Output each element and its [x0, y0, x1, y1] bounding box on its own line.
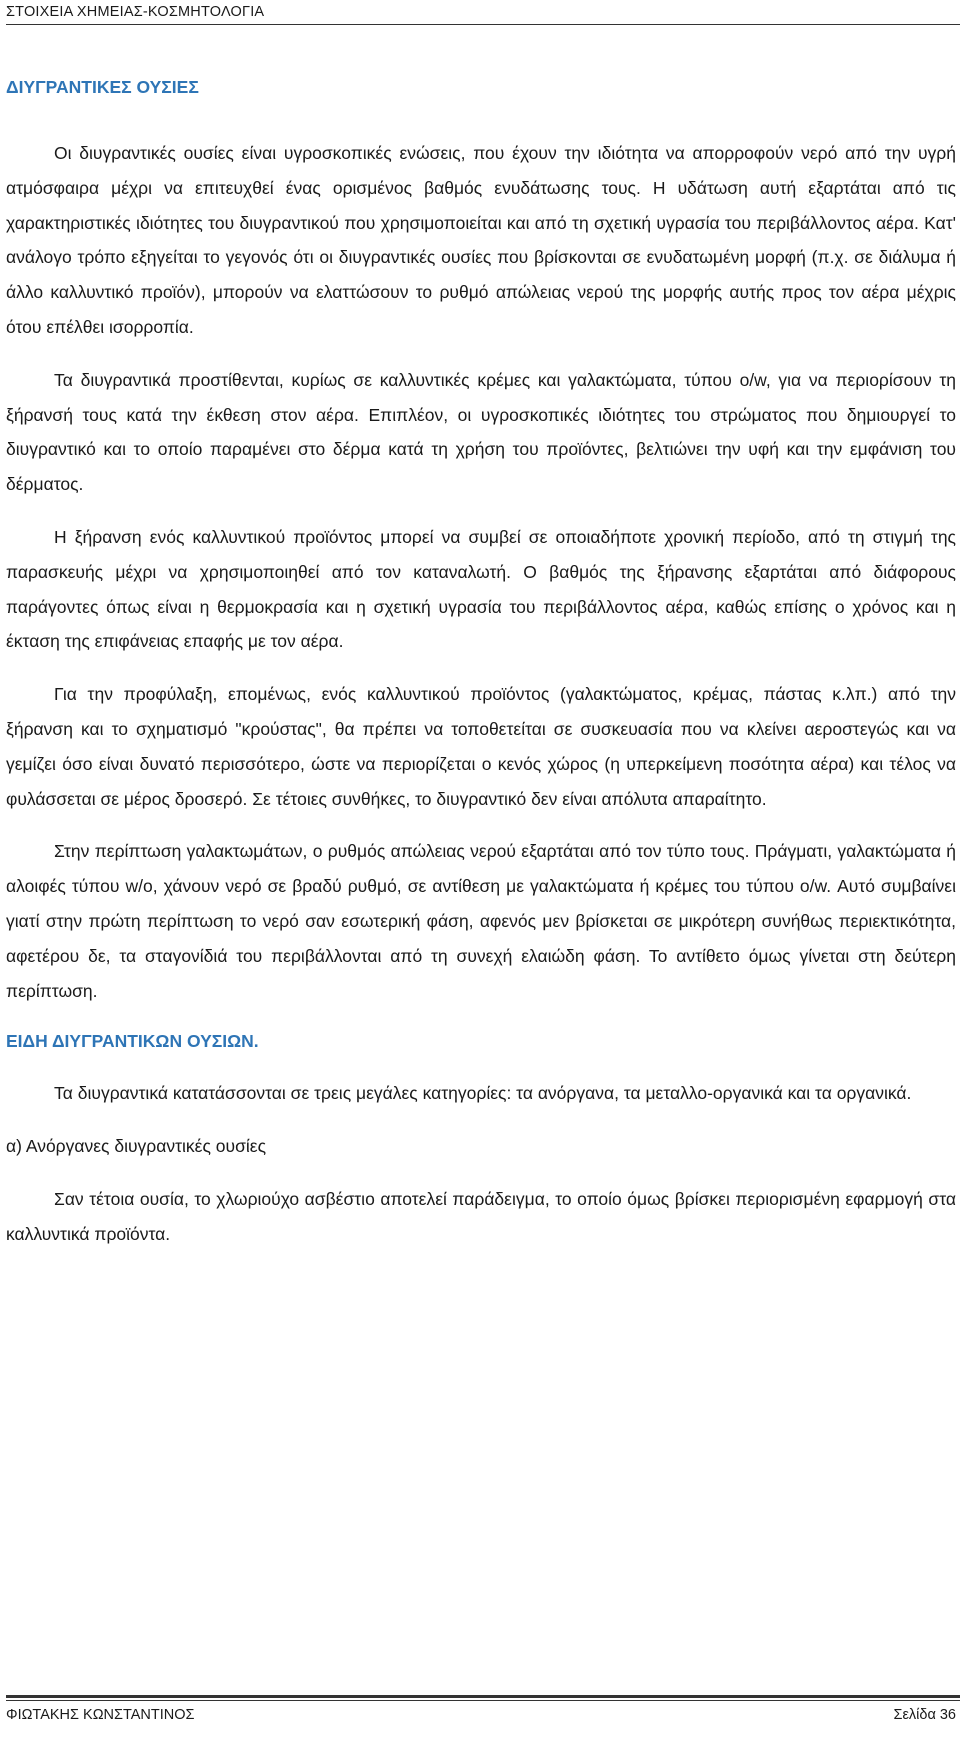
- footer-author: ΦΙΩΤΑΚΗΣ ΚΩΝΣΤΑΝΤΙΝΟΣ: [6, 1707, 195, 1723]
- document-body: [6, 70, 956, 1270]
- paragraph-calcium-chloride: Σαν τέτοια ουσία, το χλωριούχο ασβέστιο αποτελεί παράδειγμα, το οποίο όμως βρίσκει περιορισμένη εφαρμογή στα καλλυντικά προϊόντα.: [6, 1188, 956, 1244]
- page-number: Σελίδα 36: [893, 1707, 956, 1723]
- section-heading-types: ΕΙΔΗ ΔΙΥΓΡΑΝΤΙΚΩΝ ΟΥΣΙΩΝ.: [6, 1031, 259, 1052]
- subheading-inorganic: α) Ανόργανες διυγραντικές ουσίες: [6, 1136, 266, 1157]
- section-heading-humectants: ΔΙΥΓΡΑΝΤΙΚΕΣ ΟΥΣΙΕΣ: [6, 77, 199, 97]
- page-footer: [0, 1695, 960, 1737]
- paragraph-drying: Η ξήρανση ενός καλλυντικού προϊόντος μπορεί να συμβεί σε οποιαδήποτε χρονική περίοδο, από τη στιγμή της παρασκευής μέχρι να χρησιμοποιηθεί από τον καταναλωτή. Ο βαθμός της ξήρανσης εξαρτάται από διάφορους παράγοντες όπως είναι η θερμοκρασία και η σχετική υγρασία του περιβάλλοντος αέρα, καθώς επίσης ο χρόνος και η έκταση της επιφάνειας επαφής με τον αέρα.: [6, 526, 956, 652]
- running-title: ΣΤΟΙΧΕΙΑ ΧΗΜΕΙΑΣ-ΚΟΣΜΗΤΟΛΟΓΙΑ: [6, 4, 265, 20]
- paragraph-protection: Για την προφύλαξη, επομένως, ενός καλλυντικού προϊόντος (γαλακτώματος, κρέμας, πάστας κ.λπ.) από την ξήρανση και το σχηματισμό "κρούστας", θα πρέπει να τοποθετείται σε συσκευασία που να κλείνει αεροστεγώς και να γεμίζει όσο είναι δυνατό περισσότερο, ώστε να περιορίζεται ο κενός χώρος (η υπερκείμενη ποσότητα αέρα) και τέλος να φυλάσσεται σε μέρος δροσερό. Σε τέτοιες συνθήκες, το διυγραντικό δεν είναι απόλυτα απαραίτητο.: [6, 684, 956, 809]
- footer-divider-thin: [6, 1700, 960, 1701]
- paragraph-definition: Οι διυγραντικές ουσίες είναι υγροσκοπικές ενώσεις, που έχουν την ιδιότητα να απορροφούν νερό από την υγρή ατμόσφαιρα μέχρι να επιτευχθεί ένας ορισμένος βαθμός ενυδάτωσης τους. Η υδάτωση αυτή εξαρτάται από τις χαρακτηριστικές ιδιότητες του διυγραντικού που χρησιμοποιείται και από τη σχετική υγρασία του περιβάλλοντος αέρα. Κατ' ανάλογο τρόπο εξηγείται το γεγονός ότι οι διυγραντικές ουσίες που βρίσκονται σε ενυδατωμένη μορφή (π.χ. σε διάλυμα ή άλλο καλλυντικό προϊόν), μπορούν να ελαττώσουν το ρυθμό απώλειας νερού της μορφής αυτής προς τον αέρα μέχρις ότου επέλθει ισορροπία.: [6, 143, 956, 337]
- paragraph-categories: Τα διυγραντικά κατατάσσονται σε τρεις μεγάλες κατηγορίες: τα ανόργανα, τα μεταλλο-οργανικά και τα οργανικά.: [54, 1083, 912, 1104]
- paragraph-usage: Τα διυγραντικά προστίθενται, κυρίως σε καλλυντικές κρέμες και γαλακτώματα, τύπου o/w, για να περιορίσουν τη ξήρανσή τους κατά την έκθεση στον αέρα. Επιπλέον, οι υγροσκοπικές ιδιότητες του στρώματος που δημιουργεί το διυγραντικό και το οποίο παραμένει στο δέρμα κατά τη χρήση του προϊόντες, βελτιώνει την υφή και την εμφάνιση του δέρματος.: [6, 369, 956, 495]
- page-header: [0, 0, 960, 26]
- footer-divider-thick: [6, 1695, 960, 1698]
- header-divider: [6, 24, 960, 25]
- paragraph-emulsions: Στην περίπτωση γαλακτωμάτων, ο ρυθμός απώλειας νερού εξαρτάται από τον τύπο τους. Πράγματι, γαλακτώματα ή αλοιφές τύπου w/o, χάνουν νερό σε βραδύ ρυθμό, σε αντίθεση με γαλακτώματα ή κρέμες του τύπου o/w. Αυτό συμβαίνει γιατί στην πρώτη περίπτωση το νερό σαν εσωτερική φάση, αφενός μεν βρίσκεται σε μικρότερη συνήθως περιεκτικότητα, αφετέρου δε, τα σταγονίδιά του περιβάλλονται από τη συνεχή ελαιώδη φάση. Το αντίθετο όμως γίνεται στη δεύτερη περίπτωση.: [6, 841, 956, 1001]
